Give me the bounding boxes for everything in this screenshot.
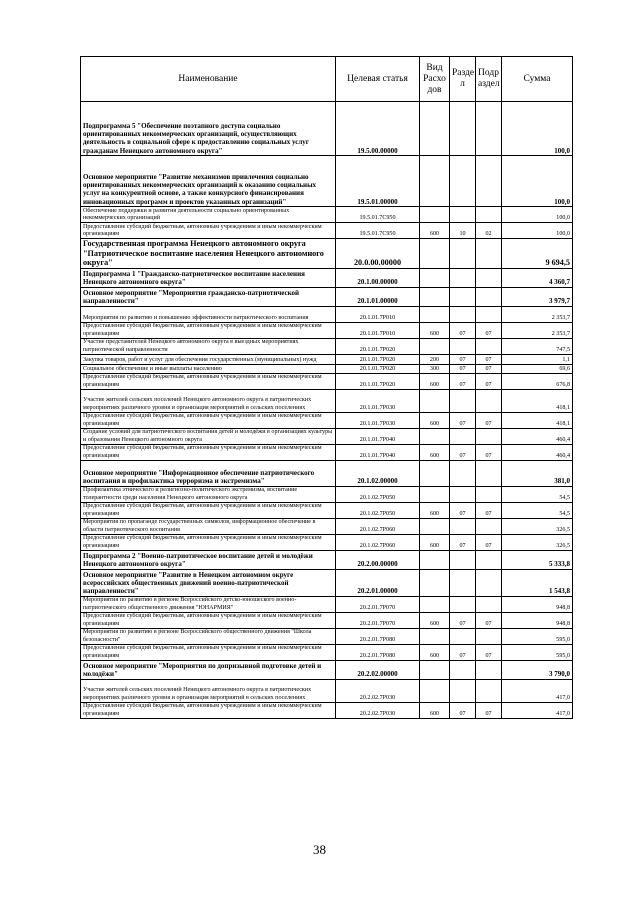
table-cell-name: Участие представителей Ненецкого автономного округа в выездных мероприятиях патриотической направленности [81,338,336,354]
table-row [81,354,573,364]
table-cell-target-article: 20.1.01.7Р020 [336,338,420,354]
table-cell-target-article: 19.5.01.00000 [336,156,420,207]
table-cell-name: Предоставление субсидий бюджетным, автономным учреждениям и иным некоммерческим организациям [81,373,336,389]
table-cell-target-article: 20.1.01.7Р040 [336,428,420,444]
table-row [81,444,573,460]
table-cell-name: Предоставление субсидий бюджетным, автономным учреждениям и иным некоммерческим организациям [81,412,336,428]
table-cell-name: Профилактика этнического и религиозно-политического экстремизма, воспитание толерантности среди населения Ненецкого автономного округа [81,486,336,502]
table-cell-subsection [476,486,502,502]
table-cell-expense-type [420,460,450,486]
table-cell-expense-type: 600 [420,702,450,718]
table-cell-name: Предоставление субсидий бюджетным, автономным учреждениям и иным некоммерческим организациям [81,702,336,718]
table-cell-target-article: 20.2.01.7Р080 [336,628,420,644]
table-cell-section [450,486,476,502]
table-cell-subsection [476,660,502,679]
table-cell-target-article: 20.2.00.00000 [336,550,420,569]
table-cell-subsection: 07 [476,412,502,428]
table-row [81,502,573,518]
table-cell-sum: 2 353,7 [502,306,573,322]
table-cell-target-article: 20.1.01.7Р040 [336,444,420,460]
table-cell-section: 07 [450,322,476,338]
table-row [81,364,573,373]
table-cell-sum: 1 543,8 [502,569,573,596]
table-cell-sum: 100,0 [502,102,573,156]
table-cell-target-article: 20.1.01.7Р010 [336,306,420,322]
table-cell-expense-type: 600 [420,502,450,518]
table-cell-subsection: 07 [476,612,502,628]
table-cell-subsection: 07 [476,444,502,460]
table-cell-section: 07 [450,644,476,660]
table-cell-target-article: 19.5.01.7С950 [336,223,420,239]
table-cell-target-article: 20.2.02.00000 [336,660,420,679]
table-cell-section [450,306,476,322]
table-cell-subsection [476,389,502,412]
table-cell-section [450,287,476,306]
table-cell-expense-type [420,550,450,569]
table-cell-section [450,569,476,596]
table-cell-target-article: 20.1.02.7Р050 [336,486,420,502]
table-cell-sum: 5 333,8 [502,550,573,569]
table-cell-sum: 4 360,7 [502,268,573,287]
table-cell-name: Предоставление субсидий бюджетным, автономным учреждениям и иным некоммерческим организациям [81,644,336,660]
table-cell-section [450,550,476,569]
table-cell-sum: 100,0 [502,223,573,239]
table-cell-sum: 326,5 [502,534,573,550]
table-cell-target-article: 20.1.01.7Р010 [336,322,420,338]
table-cell-expense-type [420,268,450,287]
table-cell-expense-type [420,428,450,444]
table-cell-sum: 2 353,7 [502,322,573,338]
table-cell-sum: 948,8 [502,596,573,612]
table-cell-name: Основное мероприятие "Мероприятия гражданско-патриотической направленности" [81,287,336,306]
table-cell-sum: 460,4 [502,428,573,444]
table-row [81,628,573,644]
table-cell-sum: 676,8 [502,373,573,389]
table-cell-expense-type: 600 [420,612,450,628]
table-cell-target-article: 20.1.02.7Р060 [336,518,420,534]
table-cell-target-article: 20.1.01.7Р030 [336,389,420,412]
table-cell-sum: 3 979,7 [502,287,573,306]
table-cell-section [450,660,476,679]
table-cell-subsection: 07 [476,702,502,718]
table-cell-subsection [476,287,502,306]
table-cell-target-article: 20.2.01.7Р070 [336,596,420,612]
table-cell-target-article: 20.1.02.7Р050 [336,502,420,518]
table-row [81,338,573,354]
table-cell-name: Подпрограмма 1 "Гражданско-патриотическое воспитание населения Ненецкого автономного округа" [81,268,336,287]
table-cell-name: Предоставление субсидий бюджетным, автономным учреждениям и иным некоммерческим организациям [81,502,336,518]
table-cell-target-article: 20.2.02.7Р030 [336,679,420,702]
table-cell-section: 07 [450,444,476,460]
table-cell-expense-type: 600 [420,444,450,460]
table-cell-target-article: 20.2.01.7Р070 [336,612,420,628]
table-cell-section: 07 [450,612,476,628]
table-cell-section: 07 [450,364,476,373]
table-cell-name: Обеспечение поддержки и развития деятельности социально ориентированных некоммерческих организаций [81,207,336,223]
header-sum: Сумма [502,57,573,102]
table-cell-expense-type: 300 [420,364,450,373]
table-cell-section: 07 [450,702,476,718]
table-cell-expense-type [420,156,450,207]
table-cell-name: Социальное обеспечение и иные выплаты населению [81,364,336,373]
table-row [81,322,573,338]
table-row [81,518,573,534]
table-cell-section [450,518,476,534]
table-row [81,156,573,207]
table-cell-subsection [476,596,502,612]
table-row [81,389,573,412]
table-cell-sum: 54,5 [502,486,573,502]
table-row [81,306,573,322]
table-cell-name: Предоставление субсидий бюджетным, автономным учреждениям и иным некоммерческим организациям [81,223,336,239]
table-cell-section: 07 [450,412,476,428]
table-cell-target-article: 20.2.01.00000 [336,569,420,596]
table-cell-target-article: 20.1.01.7Р020 [336,373,420,389]
table-row [81,596,573,612]
table-cell-name: Подпрограмма 5 "Обеспечение поэтапного доступа социально ориентированных некоммерческих организаций, осуществляющих деятельность в социальной сфере к предоставлению социальных услуг гражданам Ненецкого автономного округа" [81,102,336,156]
table-cell-expense-type [420,287,450,306]
table-row [81,534,573,550]
table-cell-section: 10 [450,223,476,239]
table-cell-sum: 747,5 [502,338,573,354]
table-cell-expense-type: 200 [420,354,450,364]
table-cell-section [450,460,476,486]
table-cell-subsection [476,569,502,596]
table-cell-sum: 1,1 [502,354,573,364]
table-cell-name: Участие жителей сельских поселений Ненецкого автономного округа в патриотических мероприятиях различного уровня и организация мероприятий в сельских поселениях [81,389,336,412]
table-cell-expense-type [420,239,450,269]
table-cell-section [450,389,476,412]
table-row [81,612,573,628]
budget-table [80,56,573,719]
table-cell-expense-type: 600 [420,373,450,389]
table-cell-subsection: 07 [476,364,502,373]
table-cell-subsection: 02 [476,223,502,239]
table-cell-sum: 100,0 [502,207,573,223]
header-name: Наименование [81,57,336,102]
table-cell-expense-type [420,679,450,702]
table-cell-subsection [476,156,502,207]
page-number: 38 [313,842,326,857]
table-cell-name: Основное мероприятие "Развитие механизмов привлечения социально ориентированных некоммерческих организаций к оказанию социальных услуг на конкурентной основе, а также конкурсного финансирования инновационных программ и проектов указанных организаций" [81,156,336,207]
table-cell-sum: 418,1 [502,412,573,428]
table-cell-target-article: 20.1.01.00000 [336,287,420,306]
table-cell-expense-type [420,486,450,502]
table-cell-subsection [476,207,502,223]
table-cell-sum: 417,0 [502,679,573,702]
table-row [81,460,573,486]
table-cell-name: Государственная программа Ненецкого автономного округа "Патриотическое воспитание населения Ненецкого автономного округа" [81,239,336,269]
table-cell-target-article: 20.1.00.00000 [336,268,420,287]
table-row [81,239,573,269]
table-cell-expense-type: 600 [420,223,450,239]
table-row [81,569,573,596]
table-cell-subsection [476,102,502,156]
table-cell-sum: 595,0 [502,644,573,660]
table-row [81,268,573,287]
table-row [81,373,573,389]
table-cell-target-article: 20.1.01.7Р030 [336,412,420,428]
table-row [81,702,573,718]
table-body [81,102,573,719]
table-cell-expense-type [420,338,450,354]
table-row [81,223,573,239]
table-cell-subsection: 07 [476,354,502,364]
table-cell-subsection: 07 [476,502,502,518]
table-cell-expense-type [420,389,450,412]
table-cell-section [450,239,476,269]
table-cell-section [450,268,476,287]
table-row [81,207,573,223]
header-expense-type: Вид Расхо дов [420,57,450,102]
table-cell-target-article: 20.1.02.7Р060 [336,534,420,550]
table-cell-name: Предоставление субсидий бюджетным, автономным учреждениям и иным некоммерческим организациям [81,534,336,550]
table-cell-expense-type [420,569,450,596]
table-cell-expense-type [420,306,450,322]
table-cell-target-article: 20.2.01.7Р080 [336,644,420,660]
table-cell-expense-type [420,628,450,644]
table-cell-name: Предоставление субсидий бюджетным, автономным учреждениям и иным некоммерческим организациям [81,322,336,338]
table-cell-name: Закупка товаров, работ и услуг для обеспечения государственных (муниципальных) нужд [81,354,336,364]
table-row [81,679,573,702]
table-cell-sum: 100,0 [502,156,573,207]
table-row [81,644,573,660]
table-cell-subsection: 07 [476,322,502,338]
table-cell-expense-type [420,660,450,679]
table-cell-name: Мероприятия по пропаганде государственных символов, информационное обеспечение в области патриотического воспитания [81,518,336,534]
table-cell-subsection [476,306,502,322]
table-cell-section: 07 [450,502,476,518]
table-cell-subsection [476,460,502,486]
table-cell-name: Мероприятия по развитию и повышению эффективности патриотического воспитания [81,306,336,322]
header-target-article: Целевая статья [336,57,420,102]
table-cell-subsection: 07 [476,534,502,550]
table-row [81,486,573,502]
table-cell-section [450,679,476,702]
table-cell-name: Предоставление субсидий бюджетным, автономным учреждениям и иным некоммерческим организациям [81,444,336,460]
table-cell-target-article: 19.5.01.7С950 [336,207,420,223]
table-cell-subsection [476,428,502,444]
table-cell-section: 07 [450,534,476,550]
table-cell-target-article: 20.1.01.7Р020 [336,354,420,364]
table-cell-section: 07 [450,354,476,364]
table-cell-expense-type: 600 [420,644,450,660]
table-cell-sum: 3 790,0 [502,660,573,679]
table-cell-sum: 54,5 [502,502,573,518]
table-cell-subsection [476,550,502,569]
table-cell-sum: 9 694,5 [502,239,573,269]
table-header-row [81,57,573,102]
table-cell-sum: 417,0 [502,702,573,718]
table-cell-sum: 460,4 [502,444,573,460]
table-cell-sum: 595,0 [502,628,573,644]
table-cell-subsection [476,239,502,269]
table-cell-sum: 948,8 [502,612,573,628]
table-cell-subsection [476,268,502,287]
table-cell-target-article: 20.1.02.00000 [336,460,420,486]
header-section: Разде л [450,57,476,102]
table-cell-target-article: 19.5.00.00000 [336,102,420,156]
table-cell-section [450,207,476,223]
table-cell-section [450,428,476,444]
table-cell-section [450,102,476,156]
table-row [81,412,573,428]
table-row [81,660,573,679]
table-cell-expense-type: 600 [420,322,450,338]
table-cell-name: Мероприятия по развитию в регионе Всероссийского детско-юношеского военно-патриотического общественного движения "ЮНАРМИЯ" [81,596,336,612]
table-cell-section [450,628,476,644]
table-cell-subsection [476,338,502,354]
table-cell-name: Предоставление субсидий бюджетным, автономным учреждениям и иным некоммерческим организациям [81,612,336,628]
table-cell-name: Подпрограмма 2 "Военно-патриотическое воспитание детей и молодёжи Ненецкого автономного округа" [81,550,336,569]
table-cell-section [450,156,476,207]
table-cell-subsection: 07 [476,373,502,389]
table-row [81,287,573,306]
table-cell-expense-type [420,596,450,612]
table-cell-expense-type: 600 [420,412,450,428]
table-cell-subsection: 07 [476,644,502,660]
header-subsection: Подр аздел [476,57,502,102]
table-cell-sum: 381,0 [502,460,573,486]
table-cell-section: 07 [450,373,476,389]
table-row [81,550,573,569]
table-cell-name: Основное мероприятие "Мероприятия по допризывной подготовке детей и молодёжи" [81,660,336,679]
table-cell-expense-type [420,518,450,534]
table-cell-expense-type: 600 [420,534,450,550]
table-cell-name: Мероприятия по развитию в регионе Всероссийского общественного движения "Школа безопасности" [81,628,336,644]
table-cell-expense-type [420,207,450,223]
table-cell-sum: 69,6 [502,364,573,373]
table-cell-target-article: 20.0.00.00000 [336,239,420,269]
table-cell-name: Основное мероприятие "Развитие в Ненецком автономном округе всероссийских общественных движений военно-патриотической направленности" [81,569,336,596]
table-cell-subsection [476,628,502,644]
table-cell-name: Участие жителей сельских поселений Ненецкого автономного округа в патриотических мероприятиях различного уровня и организация мероприятий в сельских поселениях [81,679,336,702]
table-cell-section [450,338,476,354]
table-cell-target-article: 20.2.02.7Р030 [336,702,420,718]
table-row [81,102,573,156]
table-cell-subsection [476,518,502,534]
table-cell-sum: 418,1 [502,389,573,412]
table-cell-section [450,596,476,612]
table-cell-name: Создание условий для патриотического воспитания детей и молодёжи в организациях культуры и образования Ненецкого автономного округа [81,428,336,444]
table-cell-target-article: 20.1.01.7Р020 [336,364,420,373]
table-cell-subsection [476,679,502,702]
table-cell-sum: 326,5 [502,518,573,534]
table-cell-name: Основное мероприятие "Информационное обеспечение патриотического воспитания и профилактика терроризма и экстремизма" [81,460,336,486]
table-cell-expense-type [420,102,450,156]
table-row [81,428,573,444]
